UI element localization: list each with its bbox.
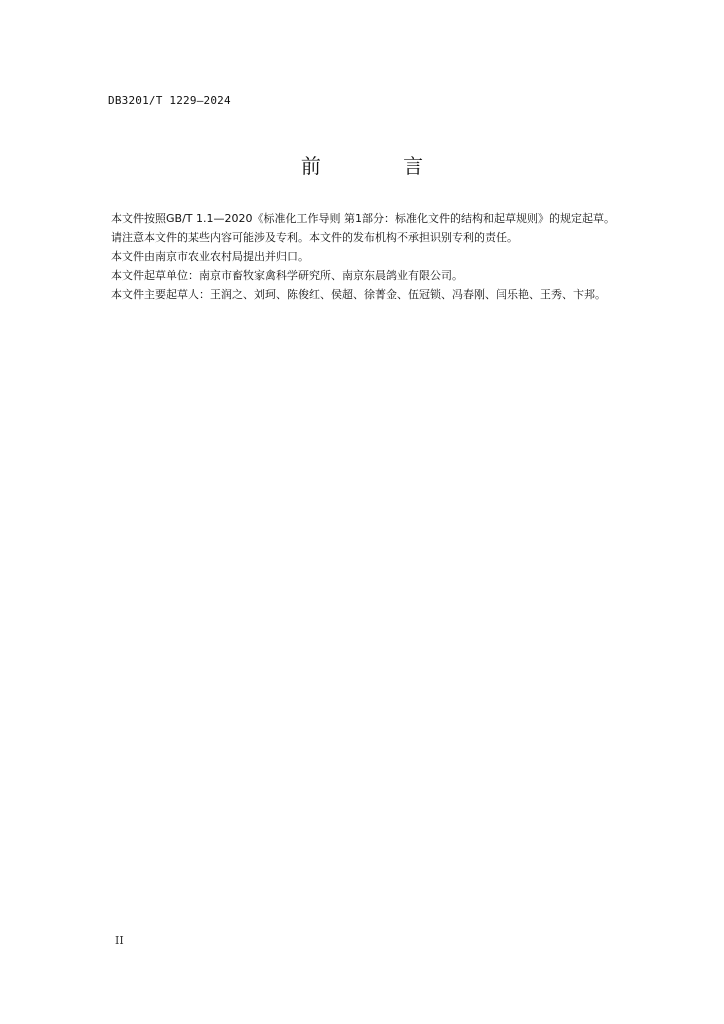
preface-body xyxy=(89,209,659,304)
paragraph-drafting-rules: 本文件按照GB/T 1.1—2020《标准化工作导则 第1部分：标准化文件的结构和起草规则》的规定起草。 xyxy=(111,212,615,225)
paragraph-patent-notice: 请注意本文件的某些内容可能涉及专利。本文件的发布机构不承担识别专利的责任。 xyxy=(111,231,518,244)
paragraph-drafters: 本文件主要起草人：王润之、刘珂、陈俊红、侯超、徐菁金、伍冠锁、冯春刚、闫乐艳、王秀、卞邦。 xyxy=(111,288,606,301)
page-number: II xyxy=(115,934,124,947)
document-code: DB3201/T 1229—2024 xyxy=(108,94,231,107)
section-title: 前 言 xyxy=(300,154,462,178)
paragraph-drafting-units: 本文件起草单位：南京市畜牧家禽科学研究所、南京东晨鸽业有限公司。 xyxy=(111,269,463,282)
paragraph-proposer: 本文件由南京市农业农村局提出并归口。 xyxy=(111,250,309,263)
